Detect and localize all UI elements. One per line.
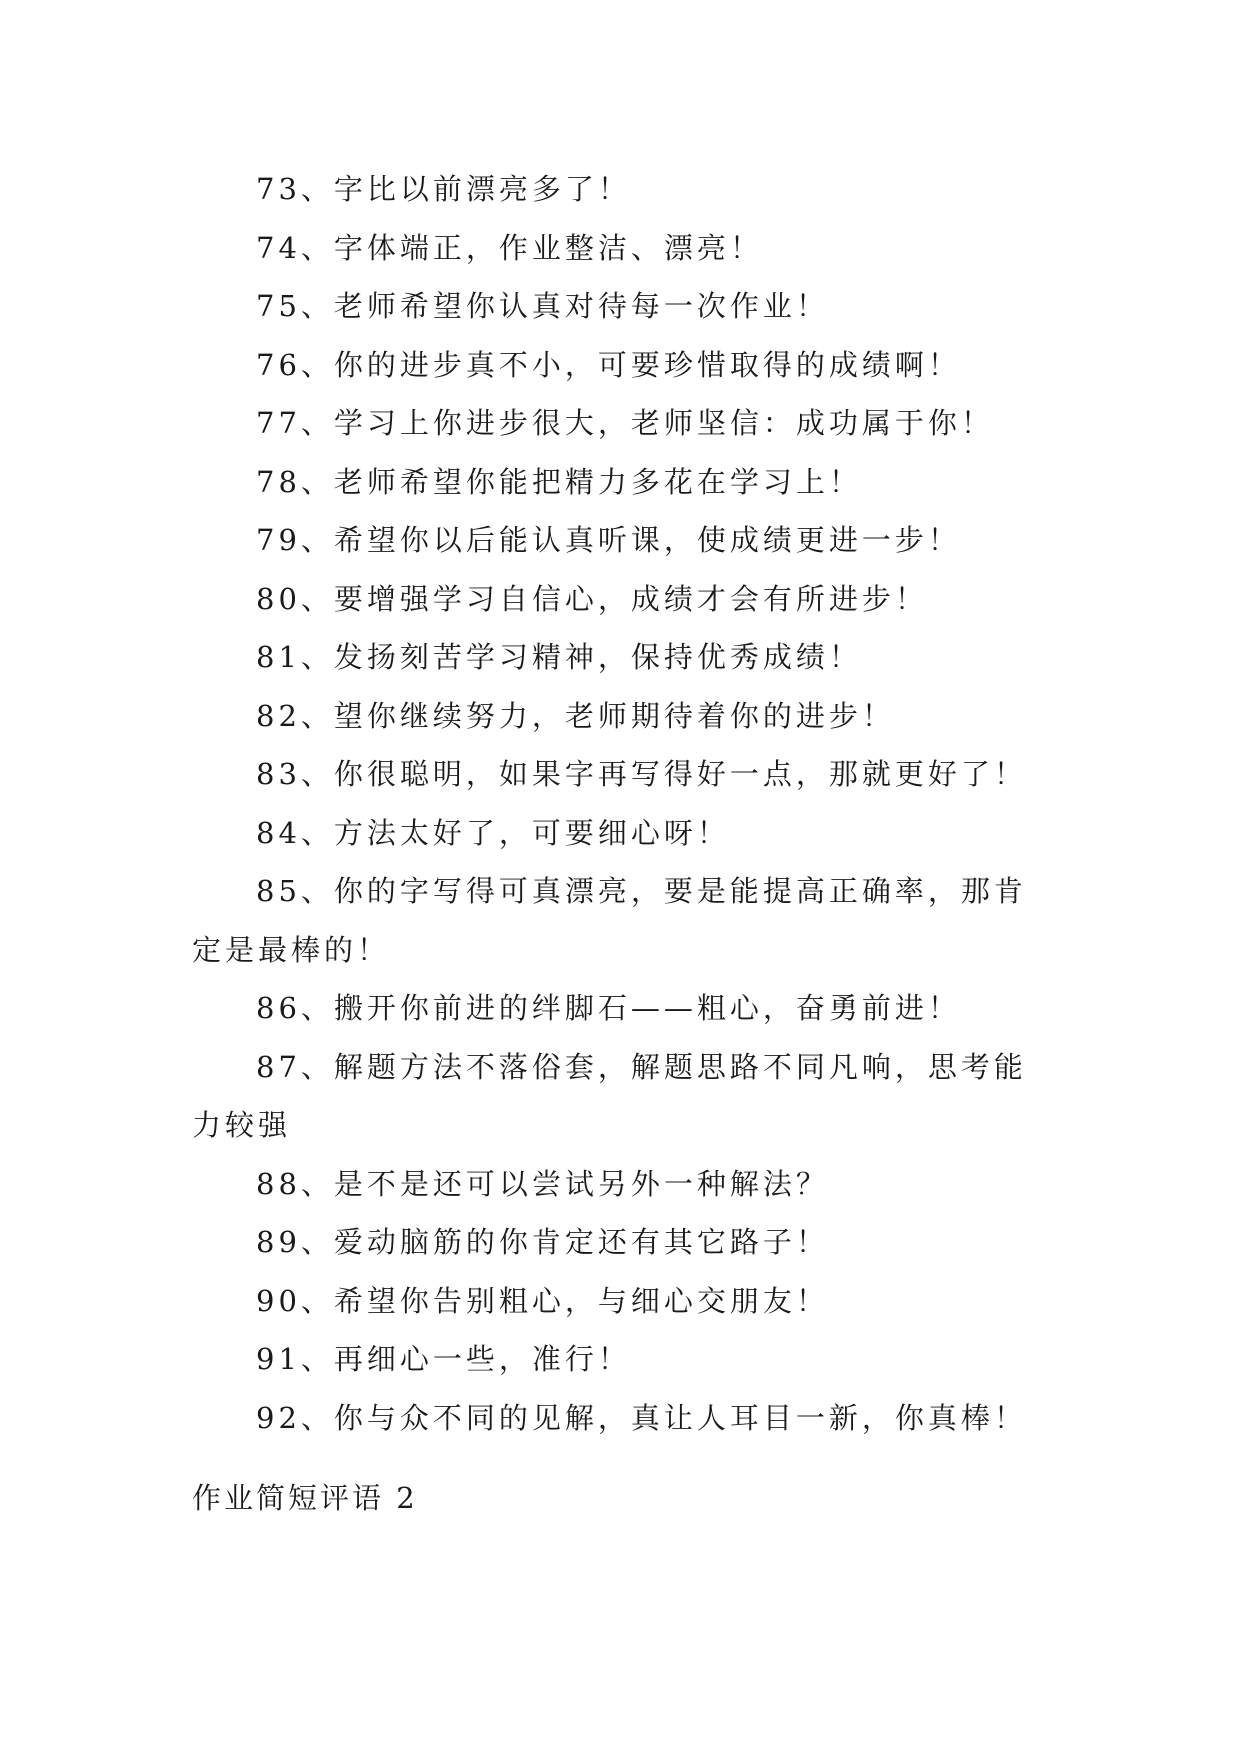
list-item: 76、你的进步真不小，可要珍惜取得的成绩啊！ [256, 347, 961, 382]
list-item: 79、希望你以后能认真听课，使成绩更进一步！ [256, 523, 961, 557]
list-item: 89、爱动脑筋的你肯定还有其它路子！ [256, 1225, 829, 1259]
list-item: 74、字体端正，作业整洁、漂亮！ [256, 230, 763, 265]
comment-list [192, 160, 1052, 1447]
list-item: 84、方法太好了，可要细心呀！ [256, 815, 730, 850]
list-item: 80、要增强学习自信心，成绩才会有所进步！ [256, 581, 928, 616]
list-item: 82、望你继续努力，老师期待着你的进步！ [256, 698, 895, 733]
list-item: 92、你与众不同的见解，真让人耳目一新，你真棒！ [256, 1400, 1027, 1435]
list-item: 85、你的字写得可真漂亮，要是能提高正确率，那肯定是最棒的！ [192, 874, 1027, 967]
list-item: 87、解题方法不落俗套，解题思路不同凡响，思考能力较强 [192, 1049, 1027, 1142]
list-item: 77、学习上你进步很大，老师坚信：成功属于你！ [256, 406, 994, 440]
list-item: 91、再细心一些，准行！ [256, 1342, 631, 1376]
list-item: 73、字比以前漂亮多了！ [256, 172, 631, 206]
list-item: 90、希望你告别粗心，与细心交朋友！ [256, 1283, 829, 1318]
list-item: 75、老师希望你认真对待每一次作业！ [256, 289, 829, 323]
list-item: 81、发扬刻苦学习精神，保持优秀成绩！ [256, 640, 862, 674]
section-heading: 作业简短评语 2 [192, 1481, 418, 1515]
list-item: 88、是不是还可以尝试另外一种解法？ [256, 1166, 829, 1201]
list-item: 86、搬开你前进的绊脚石——粗心，奋勇前进！ [256, 991, 961, 1025]
list-item: 78、老师希望你能把精力多花在学习上！ [256, 464, 862, 499]
list-item: 83、你很聪明，如果字再写得好一点，那就更好了！ [256, 757, 1027, 791]
